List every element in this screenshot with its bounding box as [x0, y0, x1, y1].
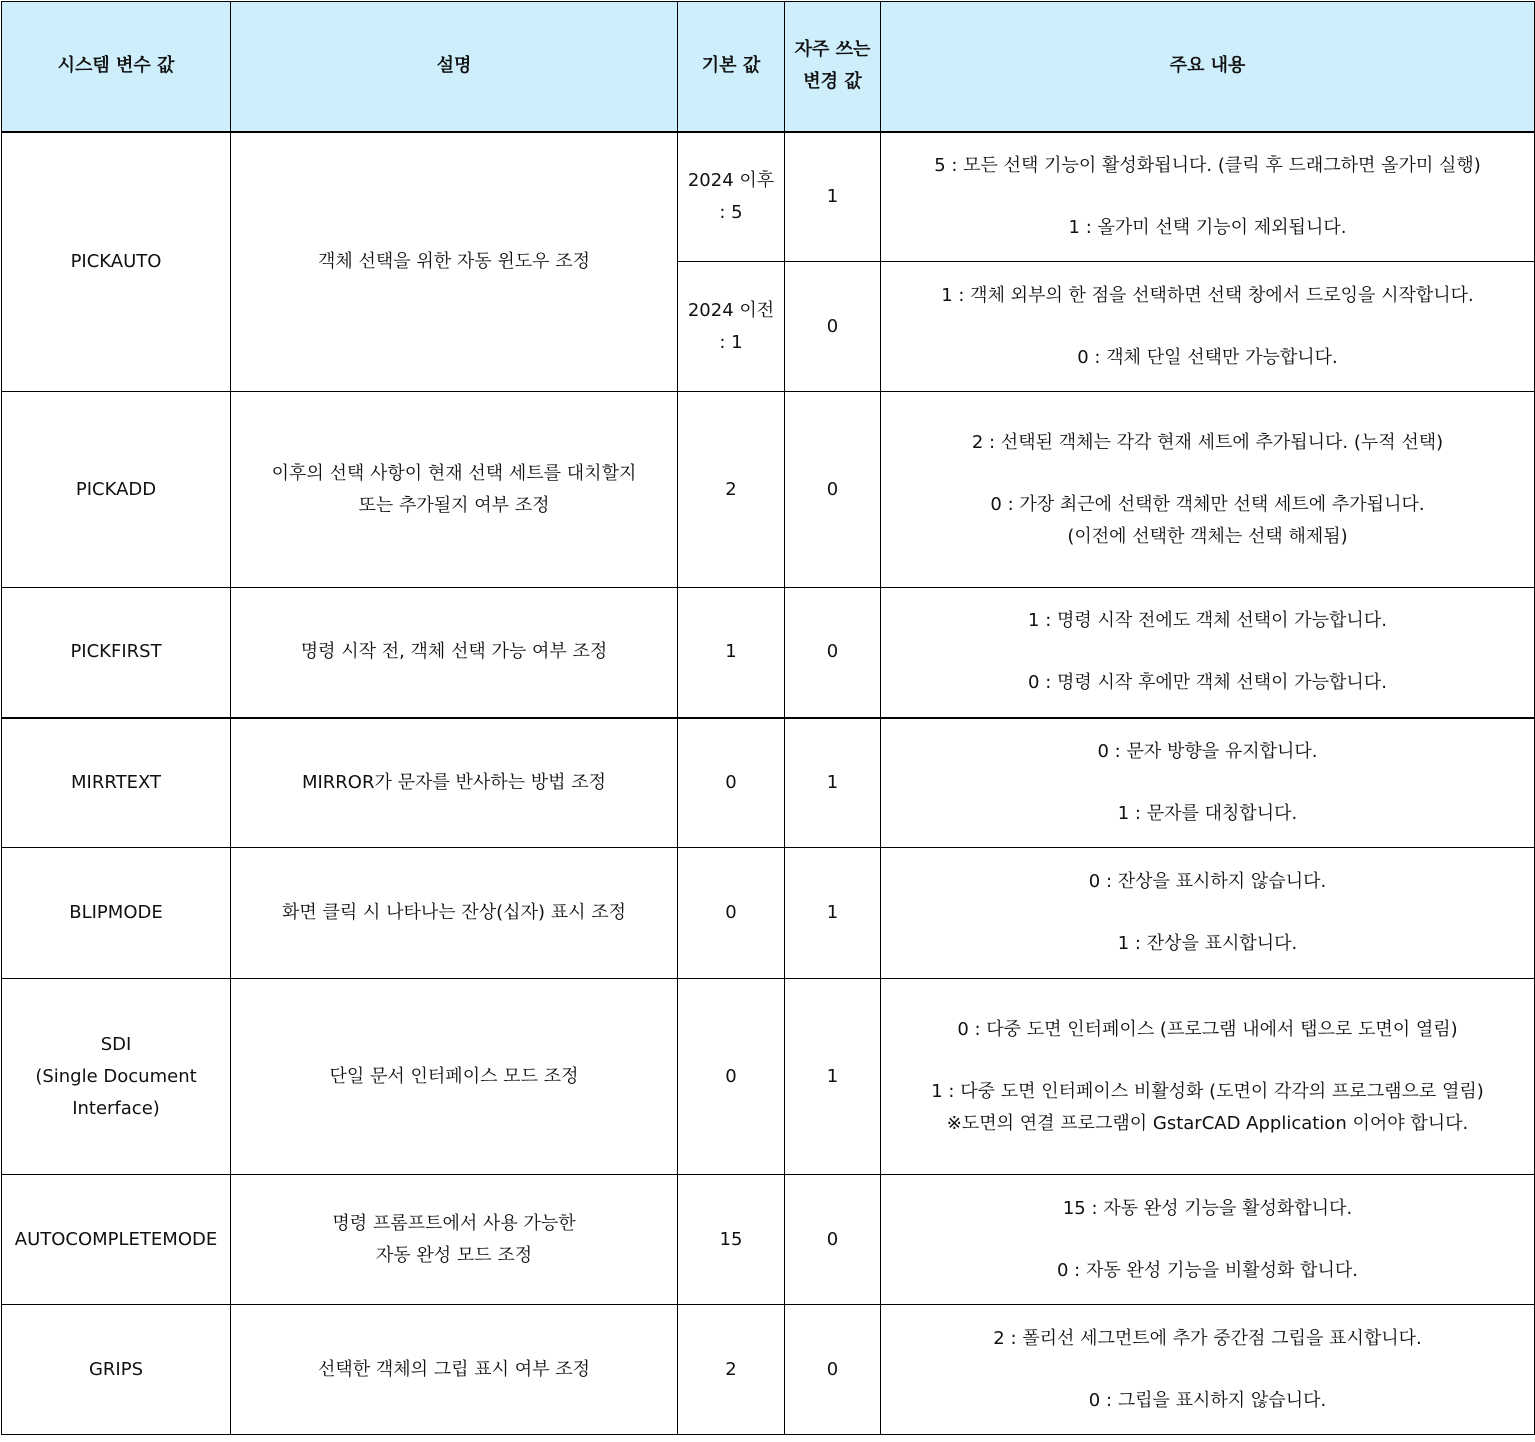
grips-content-1: 2 : 폴리선 세그먼트에 추가 중간점 그립을 표시합니다. [993, 1327, 1422, 1349]
sdi-default: 0 [678, 979, 785, 1175]
pickauto-common-after: 1 [785, 132, 881, 262]
pickadd-content-1: 2 : 선택된 객체는 각각 현재 세트에 추가됩니다. (누적 선택) [971, 431, 1444, 453]
pickauto-default-after-line2: : 5 [719, 201, 743, 223]
pickadd-description-line2: 또는 추가될지 여부 조정 [358, 494, 550, 516]
autocomplete-description-line2: 자동 완성 모드 조정 [375, 1244, 533, 1266]
sdi-name [2, 979, 231, 1175]
system-variable-table [1, 1, 1535, 1435]
pickauto-common-before: 0 [785, 262, 881, 392]
pickadd-content-2: 0 : 가장 최근에 선택한 객체만 선택 세트에 추가됩니다. [990, 493, 1425, 515]
mirrtext-common: 1 [785, 718, 881, 848]
sdi-name-line1: SDI [100, 1033, 132, 1055]
header-default: 기본 값 [678, 2, 785, 132]
pickauto-content-before [881, 262, 1535, 392]
sdi-content-2: 1 : 다중 도면 인터페이스 비활성화 (도면이 각각의 프로그램으로 열림) [931, 1080, 1484, 1102]
pickadd-description-line1: 이후의 선택 사항이 현재 선택 세트를 대치할지 [271, 462, 637, 484]
grips-common: 0 [785, 1305, 881, 1435]
pickauto-name: PICKAUTO [2, 132, 231, 392]
header-description: 설명 [231, 2, 678, 132]
grips-description: 선택한 객체의 그립 표시 여부 조정 [231, 1305, 678, 1435]
blipmode-description: 화면 클릭 시 나타나는 잔상(십자) 표시 조정 [231, 848, 678, 979]
mirrtext-default: 0 [678, 718, 785, 848]
pickfirst-default: 1 [678, 588, 785, 718]
sdi-name-line2: (Single Document [35, 1065, 197, 1087]
sdi-content-1: 0 : 다중 도면 인터페이스 (프로그램 내에서 탭으로 도면이 열림) [957, 1018, 1458, 1040]
pickauto-content-after-1: 5 : 모든 선택 기능이 활성화됩니다. (클릭 후 드래그하면 올가미 실행) [934, 154, 1481, 176]
pickadd-name: PICKADD [2, 392, 231, 588]
pickadd-default: 2 [678, 392, 785, 588]
table-row-blipmode [2, 848, 1535, 979]
pickauto-description: 객체 선택을 위한 자동 윈도우 조정 [231, 132, 678, 392]
pickadd-common: 0 [785, 392, 881, 588]
blipmode-name: BLIPMODE [2, 848, 231, 979]
blipmode-content [881, 848, 1535, 979]
header-row [2, 2, 1535, 132]
blipmode-content-2: 1 : 잔상을 표시합니다. [1117, 933, 1298, 954]
blipmode-default: 0 [678, 848, 785, 979]
pickfirst-common: 0 [785, 588, 881, 718]
sdi-description: 단일 문서 인터페이스 모드 조정 [231, 979, 678, 1175]
blipmode-content-1: 0 : 잔상을 표시하지 않습니다. [1088, 871, 1327, 892]
table-row-pickauto-a [2, 132, 1535, 262]
pickfirst-content-2: 0 : 명령 시작 후에만 객체 선택이 가능합니다. [1028, 672, 1387, 694]
pickauto-default-after [678, 132, 785, 262]
grips-default: 2 [678, 1305, 785, 1435]
pickauto-content-after-2: 1 : 올가미 선택 기능이 제외됩니다. [1068, 216, 1347, 238]
mirrtext-description: MIRROR가 문자를 반사하는 방법 조정 [231, 718, 678, 848]
sdi-content [881, 979, 1535, 1175]
autocomplete-common: 0 [785, 1175, 881, 1305]
blipmode-common: 1 [785, 848, 881, 979]
pickauto-default-before [678, 262, 785, 392]
pickauto-content-before-1: 1 : 객체 외부의 한 점을 선택하면 선택 창에서 드로잉을 시작합니다. [941, 284, 1474, 306]
grips-content [881, 1305, 1535, 1435]
sdi-content-3: ※도면의 연결 프로그램이 GstarCAD Application 이어야 합니다. [946, 1112, 1469, 1134]
autocomplete-content-1: 15 : 자동 완성 기능을 활성화합니다. [1062, 1197, 1353, 1219]
autocomplete-name: AUTOCOMPLETEMODE [2, 1175, 231, 1305]
header-variable: 시스템 변수 값 [2, 2, 231, 132]
table-row-mirrtext [2, 718, 1535, 848]
mirrtext-content [881, 718, 1535, 848]
mirrtext-content-1: 0 : 문자 방향을 유지합니다. [1097, 740, 1318, 762]
pickfirst-description: 명령 시작 전, 객체 선택 가능 여부 조정 [231, 588, 678, 718]
pickauto-default-before-line2: : 1 [719, 331, 743, 353]
pickadd-description [231, 392, 678, 588]
header-content: 주요 내용 [881, 2, 1535, 132]
pickauto-default-after-line1: 2024 이후 [687, 169, 775, 191]
table-row-sdi [2, 979, 1535, 1175]
header-common-line2: 변경 값 [803, 71, 862, 93]
mirrtext-name: MIRRTEXT [2, 718, 231, 848]
sdi-name-line3: Interface) [72, 1097, 160, 1119]
autocomplete-default: 15 [678, 1175, 785, 1305]
autocomplete-description [231, 1175, 678, 1305]
autocomplete-content [881, 1175, 1535, 1305]
grips-content-2: 0 : 그립을 표시하지 않습니다. [1088, 1389, 1327, 1411]
sdi-common: 1 [785, 979, 881, 1175]
autocomplete-content-2: 0 : 자동 완성 기능을 비활성화 합니다. [1057, 1259, 1358, 1281]
autocomplete-description-line1: 명령 프롬프트에서 사용 가능한 [332, 1212, 576, 1234]
table-row-pickadd [2, 392, 1535, 588]
header-common-value [785, 2, 881, 132]
pickfirst-content [881, 588, 1535, 718]
pickfirst-content-1: 1 : 명령 시작 전에도 객체 선택이 가능합니다. [1028, 610, 1387, 632]
table-row-pickfirst [2, 588, 1535, 718]
grips-name: GRIPS [2, 1305, 231, 1435]
pickauto-default-before-line1: 2024 이전 [687, 299, 775, 321]
table-row-grips [2, 1305, 1535, 1435]
header-common-line1: 자주 쓰는 [794, 39, 871, 61]
table-row-autocompletemode [2, 1175, 1535, 1305]
pickadd-content [881, 392, 1535, 588]
pickfirst-name: PICKFIRST [2, 588, 231, 718]
pickadd-content-3: (이전에 선택한 객체는 선택 해제됨) [1067, 525, 1348, 547]
pickauto-content-after [881, 132, 1535, 262]
mirrtext-content-2: 1 : 문자를 대칭합니다. [1117, 802, 1298, 824]
pickauto-content-before-2: 0 : 객체 단일 선택만 가능합니다. [1077, 346, 1338, 368]
